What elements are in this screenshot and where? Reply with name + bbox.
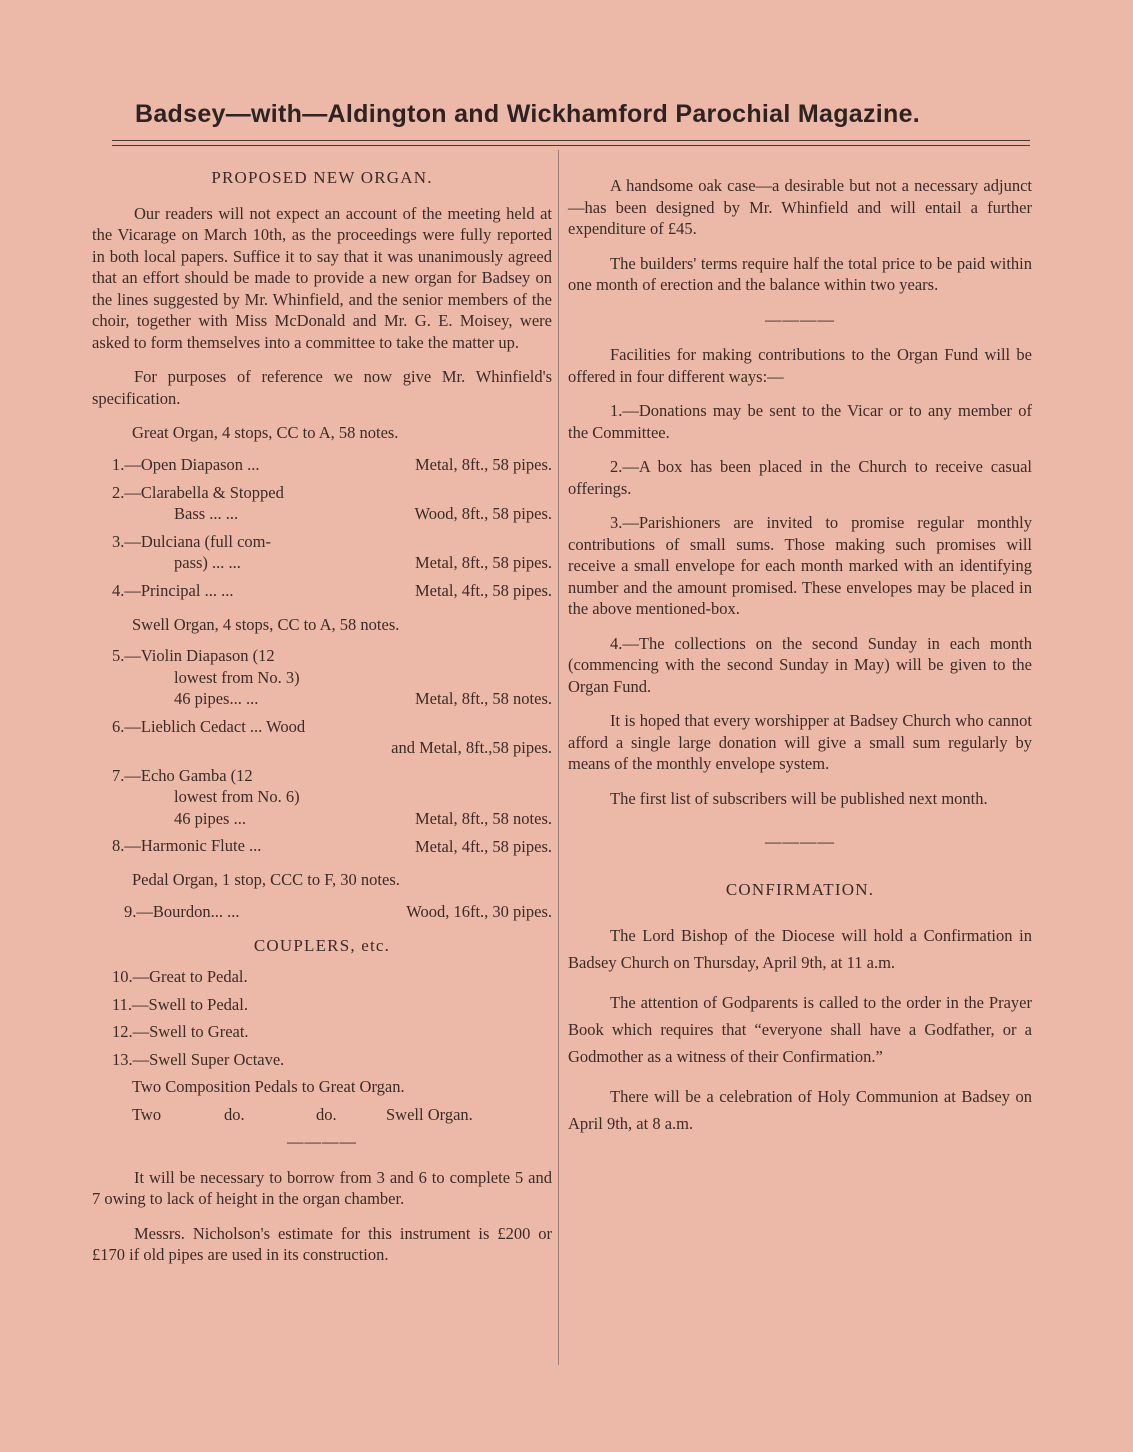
builders-terms-paragraph: The builders' terms require half the total price to be paid within one month of erection and the balance within two years. — [568, 253, 1032, 294]
worshipper-paragraph: It is hoped that every worshipper at Badsey Church who cannot afford a single large donation will give a small sum regularly by means of the monthly envelope system. — [568, 711, 1032, 773]
stop-8 — [92, 835, 552, 857]
great-organ-heading: Great Organ, 4 stops, CC to A, 58 notes. — [132, 423, 399, 442]
subscribers-paragraph: The first list of subscribers will be published next month. — [610, 788, 988, 808]
composition-swell-organ: Swell Organ. — [386, 1104, 473, 1124]
way-2: 2.—A box has been placed in the Church to receive casual offerings. — [568, 457, 1032, 498]
stop-2-spec: Wood, 8ft., 58 pipes. — [414, 504, 552, 523]
stop-2 — [92, 482, 552, 525]
stop-5-name-cont: lowest from No. 3) — [174, 667, 300, 687]
facilities-paragraph: Facilities for making contributions to the Organ Fund will be offered in four different ways:— — [568, 345, 1032, 386]
composition-ditto-2: do. — [316, 1104, 337, 1124]
coupler-11: 11.—Swell to Pedal. — [112, 994, 248, 1014]
stop-3-name-cont: pass) ... ... — [174, 553, 241, 572]
coupler-10: 10.—Great to Pedal. — [112, 967, 248, 986]
confirmation-paragraph-1: The Lord Bishop of the Diocese will hold a Confirmation in Badsey Church on Thursday, April 9th, at 11 a.m. — [568, 926, 1032, 972]
coupler-13: 13.—Swell Super Octave. — [112, 1049, 285, 1069]
organ-paragraph-1: Our readers will not expect an account of the meeting held at the Vicarage on March 10th, as the proceedings were fully reported in both local papers. Suffice it to say that it was unanimously agreed that an effort should be made to provide a new organ for Badsey on the lines suggested by Mr. Whinfield, and the senior members of the choir, together with Miss McDonald and Mr. G. E. Moisey, were asked to form themselves into a committee to take the matter up. — [92, 203, 552, 352]
stop-7 — [92, 765, 552, 830]
stop-3 — [92, 531, 552, 574]
way-1: 1.—Donations may be sent to the Vicar or to any member of the Committee. — [568, 401, 1032, 442]
stop-7-name-cont-2: 46 pipes ... — [174, 808, 246, 828]
stop-1-name: 1.—Open Diapason ... — [112, 454, 260, 474]
pedal-organ-heading: Pedal Organ, 1 stop, CCC to F, 30 notes. — [132, 870, 400, 889]
oak-case-paragraph: A handsome oak case—a desirable but not a necessary adjunct—has been designed by Mr. Whinfield and will entail a further expenditure of £45. — [568, 176, 1032, 238]
way-4: 4.—The collections on the second Sunday in each month (commencing with the second Sunday in May) will be given to the Organ Fund. — [568, 633, 1032, 696]
right-column — [568, 175, 1032, 1150]
coupler-12: 12.—Swell to Great. — [112, 1022, 249, 1041]
masthead-rule-top — [112, 140, 1030, 141]
left-column — [92, 167, 552, 1279]
stop-4-spec: Metal, 4ft., 58 pipes. — [414, 581, 552, 600]
composition-two: Two — [132, 1104, 162, 1124]
masthead-rule-bottom — [112, 145, 1030, 146]
stop-5-spec: Metal, 8ft., 58 notes. — [414, 689, 552, 708]
stop-4 — [92, 580, 552, 602]
left-separator: ———— — [287, 1132, 357, 1151]
stop-8-name: 8.—Harmonic Flute ... — [112, 836, 262, 855]
stop-9 — [92, 901, 552, 923]
stop-9-name: 9.—Bourdon... ... — [124, 901, 240, 921]
column-divider — [558, 150, 559, 1365]
organ-paragraph-4: Messrs. Nicholson's estimate for this instrument is £200 or £170 if old pipes are used in its construction. — [92, 1223, 552, 1264]
stop-6-name: 6.—Lieblich Cedact ... Wood — [112, 716, 306, 736]
composition-pedals-swell — [132, 1104, 552, 1126]
stop-6-spec: and Metal, 8ft.,58 pipes. — [391, 738, 552, 757]
organ-heading: PROPOSED NEW ORGAN. — [211, 168, 433, 187]
stop-2-name-cont: Bass ... ... — [174, 504, 239, 523]
magazine-masthead: Badsey—with—Aldington and Wickhamford Parochial Magazine. — [135, 100, 921, 128]
stop-4-name: 4.—Principal ... ... — [112, 580, 234, 600]
stop-1-spec: Metal, 8ft., 58 pipes. — [414, 455, 552, 474]
swell-organ-heading: Swell Organ, 4 stops, CC to A, 58 notes. — [132, 614, 400, 634]
couplers-heading: COUPLERS, etc. — [253, 935, 391, 955]
right-separator-1: ———— — [765, 309, 835, 329]
stop-5-name-cont-2: 46 pipes... ... — [174, 689, 259, 708]
stop-9-spec: Wood, 16ft., 30 pipes. — [406, 902, 552, 921]
confirmation-paragraph-2: The attention of Godparents is called to the order in the Prayer Book which requires that “everyone shall have a Godfather, or a Godmother as a witness of their Confirmation.” — [568, 993, 1032, 1066]
stop-7-spec: Metal, 8ft., 58 notes. — [414, 808, 552, 828]
stop-6 — [92, 716, 552, 759]
stop-7-name: 7.—Echo Gamba (12 — [112, 765, 253, 785]
composition-pedals-great: Two Composition Pedals to Great Organ. — [132, 1077, 405, 1096]
way-3: 3.—Parishioners are invited to promise regular monthly contributions of small sums. Those making such promises will receive a small envelope for each month marked with an identifying number and the amount promised. These envelopes may be placed in the above mentioned-box. — [568, 513, 1032, 618]
stop-8-spec: Metal, 4ft., 58 pipes. — [414, 836, 552, 856]
stop-3-name: 3.—Dulciana (full com- — [112, 531, 271, 551]
stop-3-spec: Metal, 8ft., 58 pipes. — [414, 553, 552, 572]
stop-5-name: 5.—Violin Diapason (12 — [112, 646, 275, 665]
composition-ditto-1: do. — [224, 1104, 245, 1124]
right-separator-2: ———— — [765, 832, 835, 851]
stop-7-name-cont: lowest from No. 6) — [174, 787, 300, 806]
stop-1 — [92, 454, 552, 476]
stop-2-name: 2.—Clarabella & Stopped — [112, 482, 284, 502]
stop-5 — [92, 645, 552, 710]
confirmation-heading: CONFIRMATION. — [725, 879, 875, 899]
organ-paragraph-2: For purposes of reference we now give Mr. Whinfield's specification. — [92, 367, 552, 408]
organ-paragraph-3: It will be necessary to borrow from 3 and 6 to complete 5 and 7 owing to lack of height in the organ chamber. — [92, 1167, 552, 1208]
confirmation-paragraph-3: There will be a celebration of Holy Communion at Badsey on April 9th, at 8 a.m. — [568, 1087, 1032, 1133]
